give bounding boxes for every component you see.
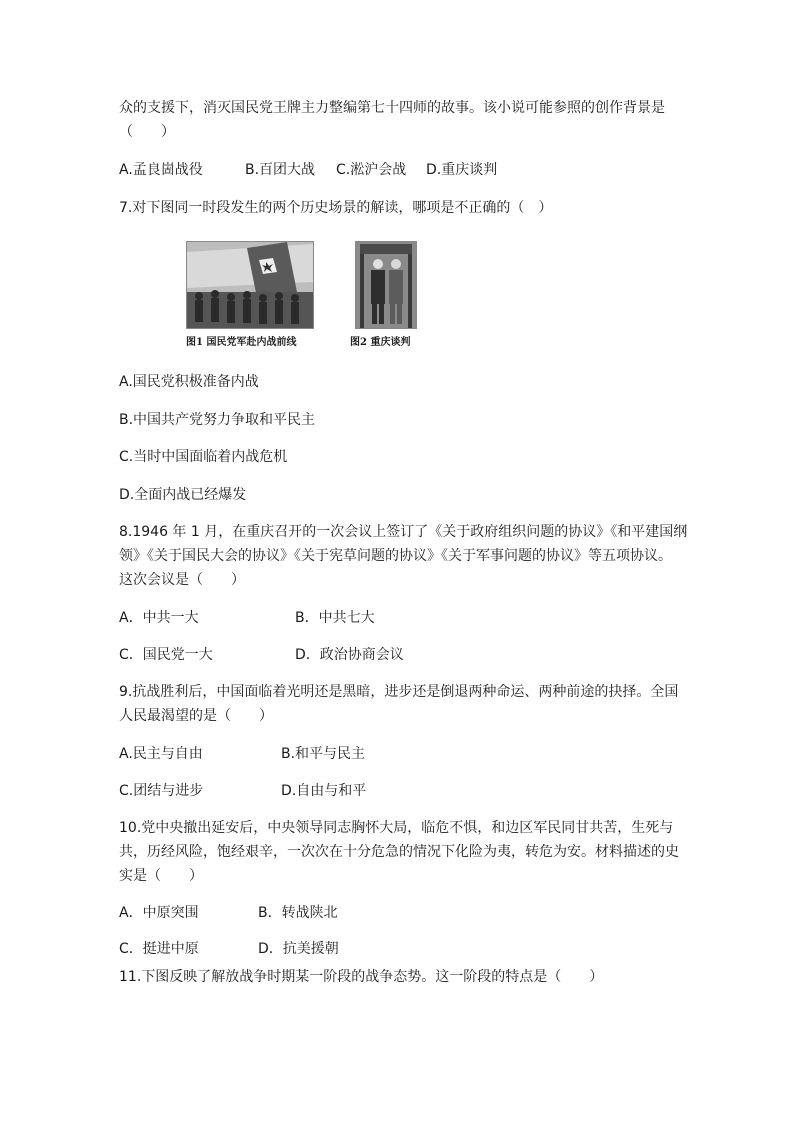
q10-option-d[interactable]: D．抗美援朝 (258, 941, 339, 957)
q8-option-c[interactable]: C．国民党一大 (119, 647, 213, 663)
q6-option-a[interactable]: A.孟良崮战役 (119, 162, 203, 178)
q10-stem-line-1: 10.党中央撤出延安后，中央领导同志胸怀大局，临危不惧，和边区军民同甘共苦，生死与 (119, 820, 674, 836)
q6-option-d[interactable]: D.重庆谈判 (426, 162, 498, 178)
q8-option-b[interactable]: B．中共七大 (295, 610, 375, 626)
q7-option-c[interactable]: C.当时中国面临着内战危机 (119, 449, 288, 465)
q8-option-d[interactable]: D．政治协商会议 (295, 647, 404, 663)
q9-option-d[interactable]: D.自由与和平 (281, 783, 367, 799)
q9-option-c[interactable]: C.团结与进步 (119, 783, 204, 799)
q6-text-line-2: （ ） (119, 124, 175, 140)
q8-stem-line-2: 领》《关于国民大会的协议》《关于宪草问题的协议》《关于军事问题的协议》等五项协议。 (119, 548, 672, 564)
q6-option-c[interactable]: C.淞沪会战 (336, 162, 407, 178)
q8-option-a[interactable]: A．中共一大 (119, 610, 199, 626)
q7-option-a[interactable]: A.国民党积极准备内战 (119, 374, 259, 390)
q10-stem-line-3: 实是（ ） (119, 868, 203, 884)
q10-option-a[interactable]: A．中原突围 (119, 905, 199, 921)
q9-option-b[interactable]: B.和平与民主 (281, 746, 366, 762)
q6-option-b[interactable]: B.百团大战 (245, 162, 316, 178)
q7-option-d[interactable]: D.全面内战已经爆发 (119, 487, 247, 503)
q10-option-b[interactable]: B．转战陕北 (258, 905, 338, 921)
figure-2-caption: 图2 重庆谈判 (350, 337, 411, 348)
q8-stem-line-3: 这次会议是（ ） (119, 572, 245, 588)
q7-stem: 7.对下图同一时段发生的两个历史场景的解读，哪项是不正确的（ ） (119, 200, 553, 216)
q7-option-b[interactable]: B.中国共产党努力争取和平民主 (119, 412, 316, 428)
figure-2-photo (355, 241, 417, 329)
two-leaders-illustration (356, 242, 416, 328)
q10-stem-line-2: 共，历经风险，饱经艰辛，一次次在十分危急的情况下化险为夷，转危为安。材料描述的史 (119, 844, 679, 860)
figure-1-caption: 图1 国民党军赴内战前线 (186, 337, 297, 348)
q9-stem-line-1: 9.抗战胜利后，中国面临着光明还是黑暗，进步还是倒退两种命运、两种前途的抉择。全国 (119, 684, 679, 700)
q8-stem-line-1: 8.1946 年 1 月，在重庆召开的一次会议上签订了《关于政府组织问题的协议》《和平建国纲 (119, 524, 688, 540)
troops-aircraft-illustration (187, 242, 313, 328)
q9-stem-line-2: 人民最渴望的是（ ） (119, 708, 273, 724)
figure-1-photo (186, 241, 314, 329)
q10-option-c[interactable]: C．挺进中原 (119, 941, 199, 957)
q9-option-a[interactable]: A.民主与自由 (119, 746, 203, 762)
q11-stem: 11.下图反映了解放战争时期某一阶段的战争态势。这一阶段的特点是（ ） (119, 969, 604, 985)
q6-text-line-1: 众的支援下，消灭国民党王牌主力整编第七十四师的故事。该小说可能参照的创作背景是 (119, 100, 665, 116)
